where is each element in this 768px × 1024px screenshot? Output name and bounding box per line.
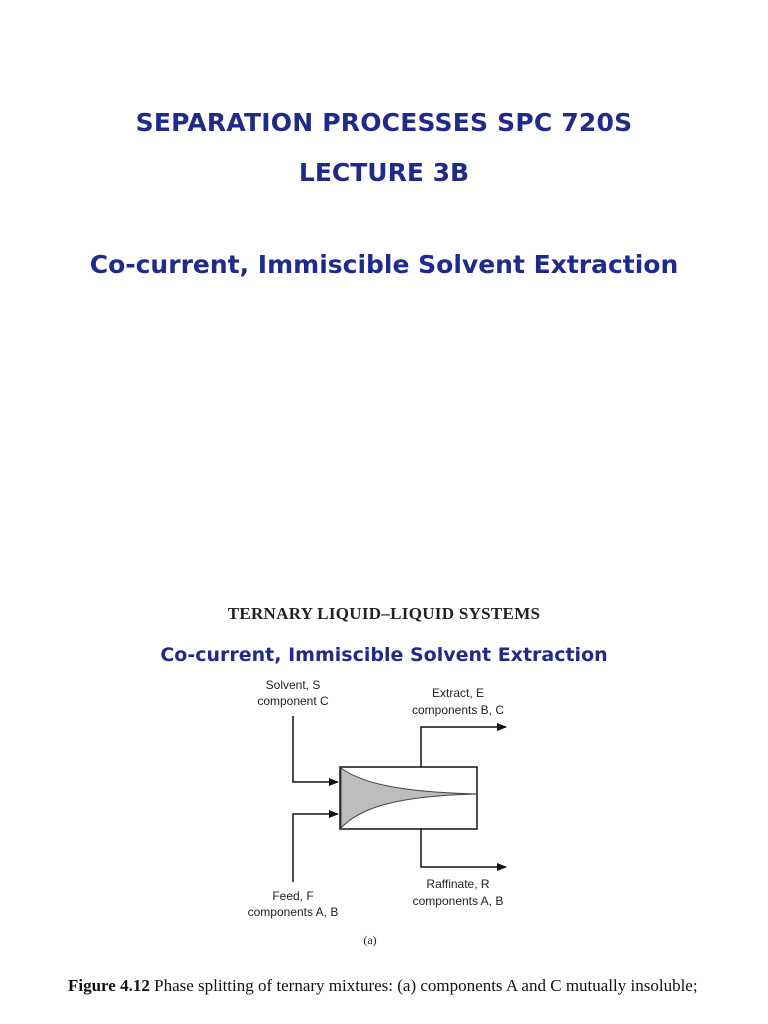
- solvent-label: Solvent, S: [265, 678, 321, 692]
- raffinate-stream-line: [421, 829, 506, 867]
- solvent-component-label: component C: [257, 694, 329, 708]
- lecture-topic: Co-current, Immiscible Solvent Extraction: [89, 250, 679, 279]
- extract-label: Extract, E: [431, 686, 485, 700]
- extract-stream-line: [421, 727, 506, 767]
- solvent-stream-line: [293, 716, 338, 782]
- course-title: SEPARATION PROCESSES SPC 720S: [135, 108, 633, 137]
- figure-number: Figure 4.12: [68, 976, 150, 995]
- raffinate-components-label: components A, B: [412, 894, 504, 908]
- panel-label: (a): [363, 933, 377, 947]
- feed-components-label: components A, B: [247, 905, 339, 919]
- extraction-diagram: [0, 670, 768, 960]
- figure-caption: [68, 976, 768, 996]
- feed-stream-line: [293, 814, 338, 882]
- figure-subtitle: Co-current, Immiscible Solvent Extraction: [160, 644, 608, 666]
- lecture-number: LECTURE 3B: [298, 158, 470, 187]
- figure-heading: TERNARY LIQUID–LIQUID SYSTEMS: [227, 604, 541, 623]
- feed-label: Feed, F: [272, 889, 314, 903]
- raffinate-label: Raffinate, R: [426, 877, 490, 891]
- figure-caption-text: Phase splitting of ternary mixtures: (a) components A and C mutually insoluble;: [149, 976, 698, 995]
- extract-components-label: components B, C: [411, 703, 505, 717]
